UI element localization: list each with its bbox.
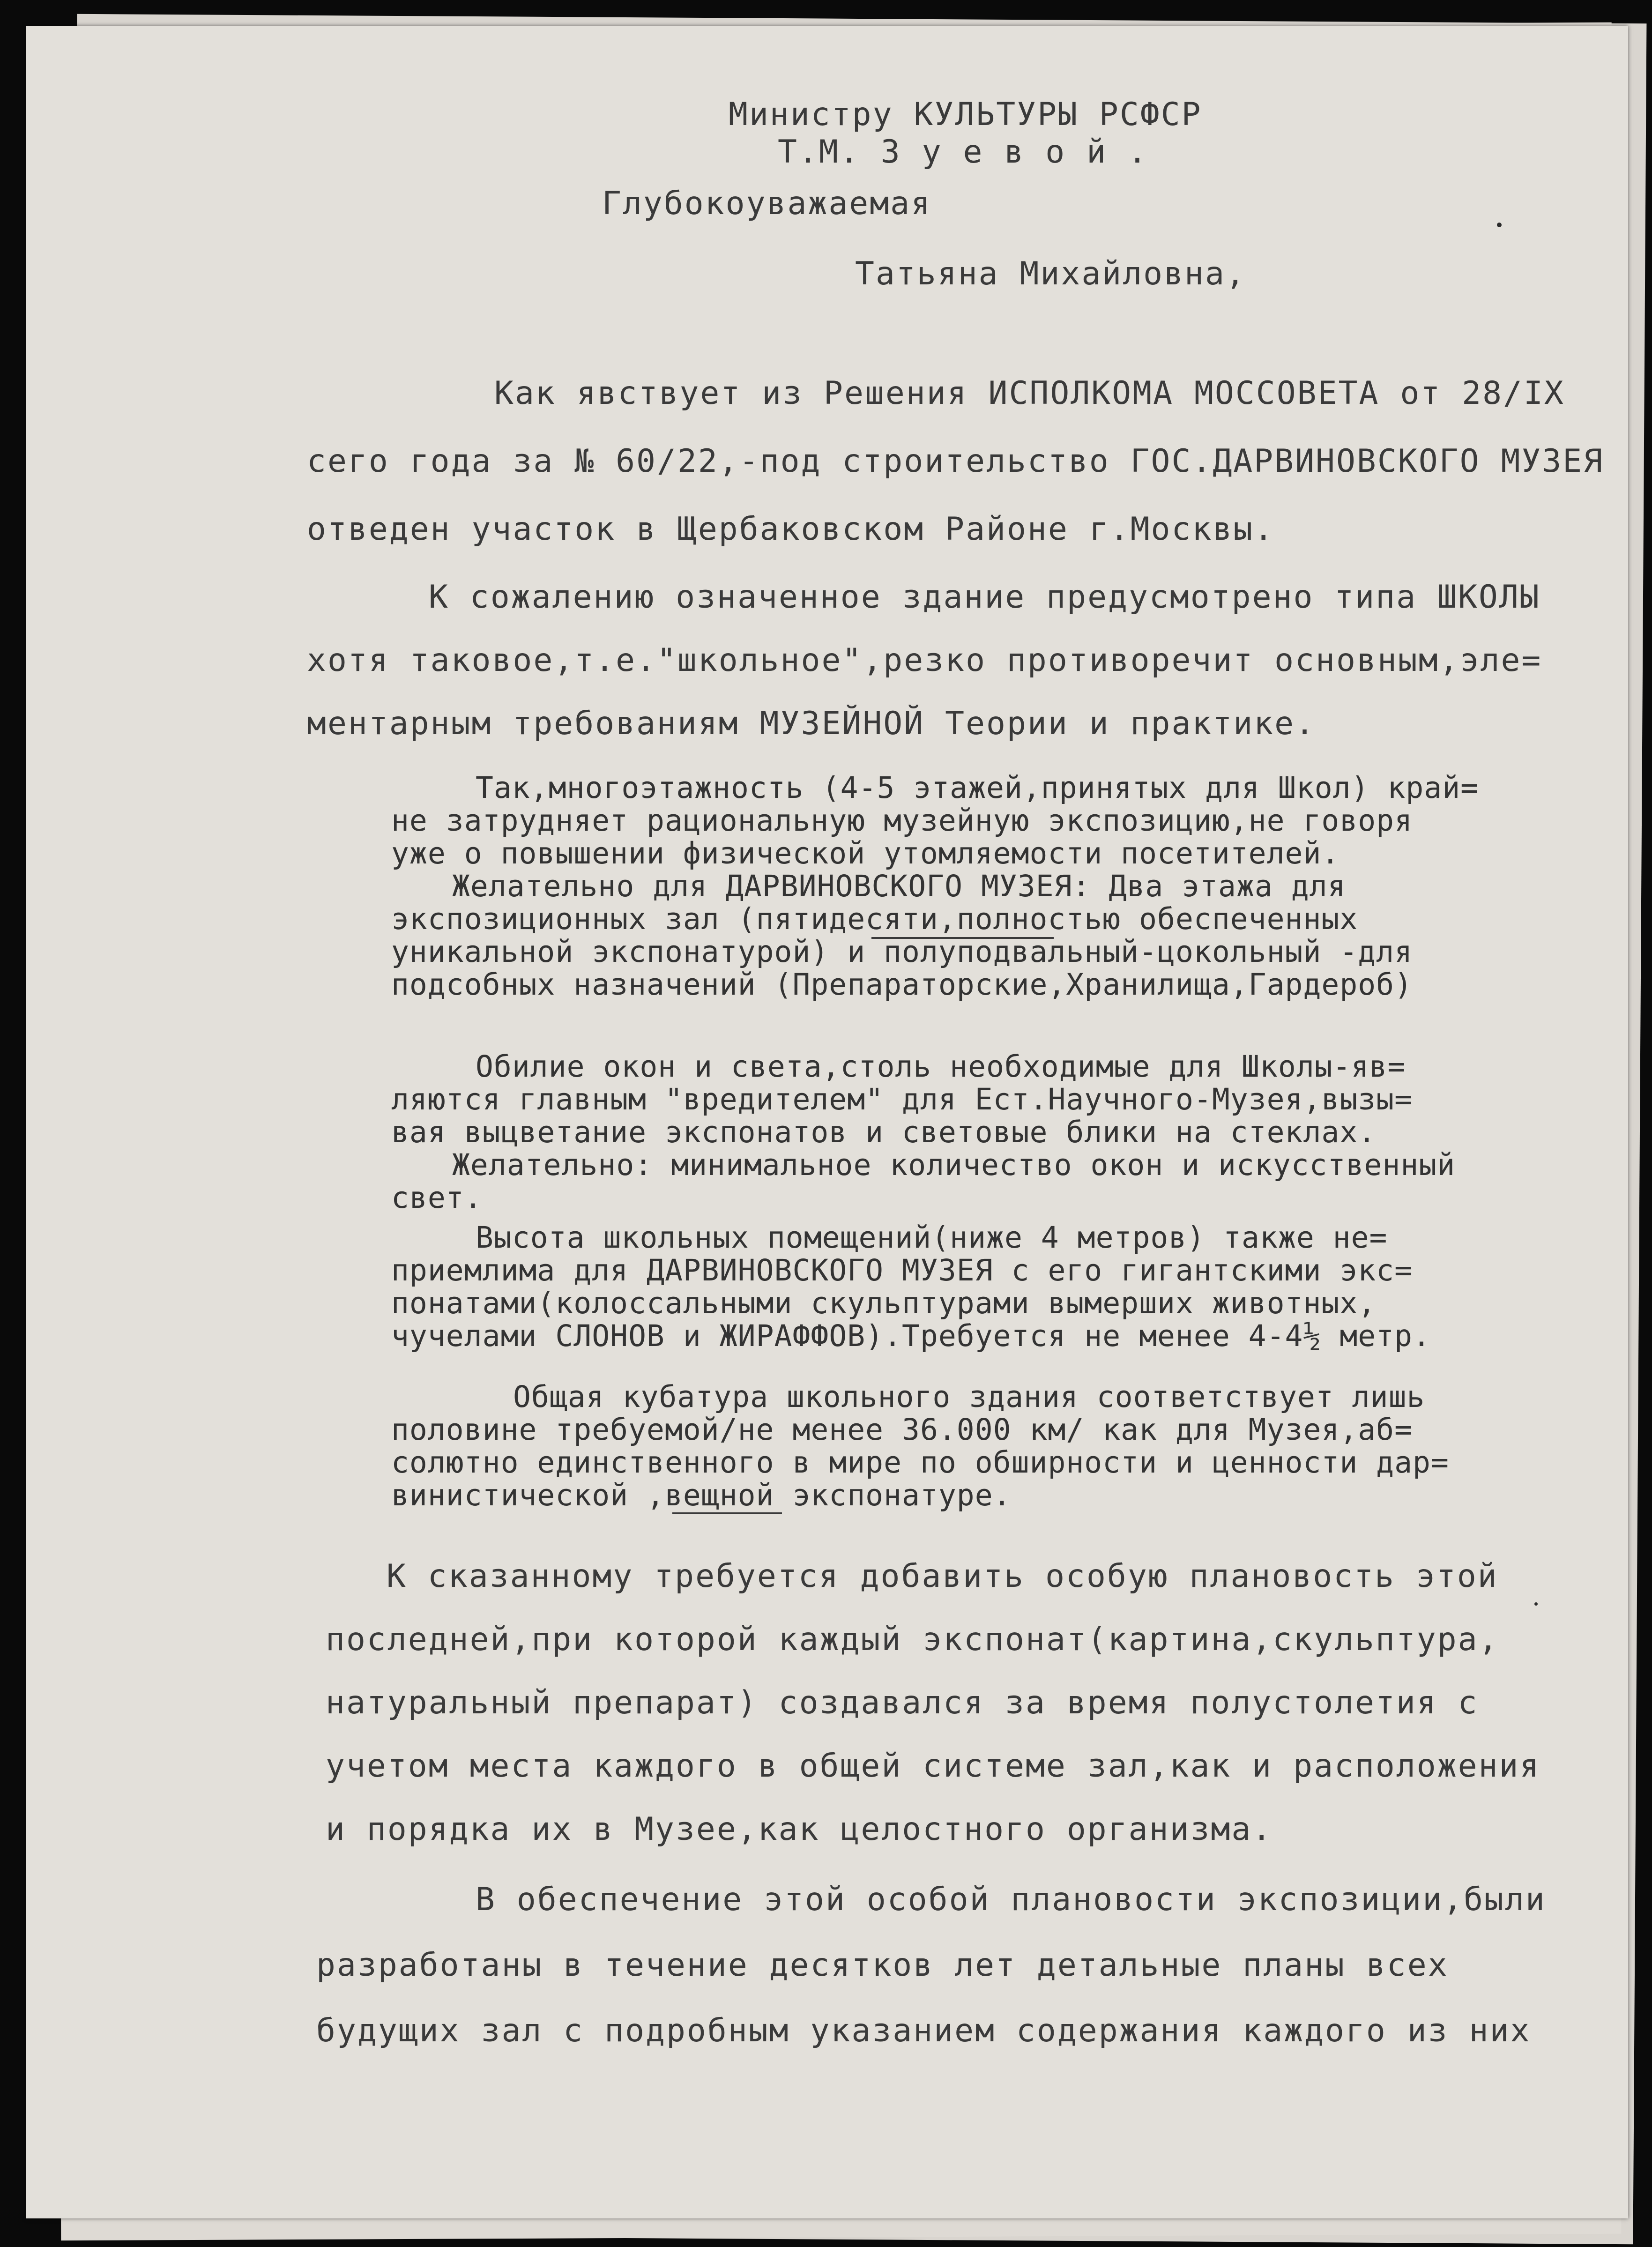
text-line: Общая кубатура школьного здания соответствует лишь xyxy=(513,1380,1425,1414)
text-line: ментарным требованиям МУЗЕЙНОЙ Теории и практике. xyxy=(307,705,1316,742)
addressee-name: Т.М. З у е в о й . xyxy=(778,134,1148,171)
text-line: винистической ,вещной экспонатуре. xyxy=(391,1478,1012,1512)
text-line: сего года за № 60/22,-под строительство ГОС.ДАРВИНОВСКОГО МУЗЕЯ xyxy=(307,443,1604,480)
text-line: уже о повышении физической утомляемости посетителей. xyxy=(391,836,1340,871)
text-line: понатами(колоссальными скульптурами вымерших животных, xyxy=(391,1286,1377,1320)
salutation-line: Глубокоуважаемая xyxy=(602,185,932,222)
ink-speck xyxy=(1497,223,1502,227)
text-line: будущих зал с подробным указанием содержания каждого из них xyxy=(316,2012,1531,2049)
text-line: Как явствует из Решения ИСПОЛКОМА МОССОВЕТА от 28/IX xyxy=(494,375,1565,412)
letter-page xyxy=(26,26,1628,2218)
text-line: уникальной экспонатурой) и полуподвальный-цокольный -для xyxy=(391,935,1413,969)
salutation-name: Татьяна Михайловна, xyxy=(855,255,1246,292)
text-line: последней,при которой каждый экспонат(картина,скульптура, xyxy=(326,1621,1499,1658)
text-line: Обилие окон и света,столь необходимые для Школы-яв= xyxy=(476,1049,1406,1084)
text-line: солютно единственного в мире по обширности и ценности дар= xyxy=(391,1445,1449,1480)
text-line: и порядка их в Музее,как целостного организма. xyxy=(326,1811,1273,1848)
text-line: отведен участок в Щербаковском Районе г.Москвы. xyxy=(307,511,1275,548)
text-line: ляются главным "вредителем" для Ест.Научного-Музея,вызы= xyxy=(391,1082,1413,1116)
text-line: разработаны в течение десятков лет детальные планы всех xyxy=(316,1947,1449,1984)
text-line: В обеспечение этой особой плановости экспозиции,были xyxy=(476,1881,1546,1918)
text-line: Высота школьных помещений(ниже 4 метров) также не= xyxy=(476,1220,1388,1255)
text-line: половине требуемой/не менее 36.000 км/ как для Музея,аб= xyxy=(391,1413,1413,1447)
text-line: Так,многоэтажность (4-5 этажей,принятых для Школ) край= xyxy=(476,771,1479,805)
text-line: вая выцветание экспонатов и световые блики на стеклах. xyxy=(391,1115,1377,1149)
text-line: не затрудняет рациональную музейную экспозицию,не говоря xyxy=(391,804,1413,838)
text-line: натуральный препарат) создавался за время полустолетия с xyxy=(326,1684,1479,1721)
text-line: К сожалению означенное здание предусмотрено типа ШКОЛЫ xyxy=(429,579,1540,616)
text-line: хотя таковое,т.е."школьное",резко противоречит основным,эле= xyxy=(307,642,1542,679)
text-line: чучелами СЛОНОВ и ЖИРАФФОВ).Требуется не менее 4-4½ метр. xyxy=(391,1319,1431,1353)
text-line: экспозиционных зал (пятидесяти,полностью обеспеченных xyxy=(391,902,1358,936)
ink-speck xyxy=(1534,1602,1538,1606)
text-line: приемлима для ДАРВИНОВСКОГО МУЗЕЯ с его гигантскими экс= xyxy=(391,1253,1413,1287)
addressee-line: Министру КУЛЬТУРЫ РСФСР xyxy=(729,96,1202,133)
text-line: подсобных назначений (Препараторские,Хранилища,Гардероб) xyxy=(391,967,1413,1002)
underlined-word xyxy=(672,1478,782,1514)
text-line: учетом места каждого в общей системе зал,как и расположения xyxy=(326,1748,1540,1785)
underlined-word xyxy=(871,903,1054,939)
text-line: К сказанному требуется добавить особую плановость этой xyxy=(387,1558,1498,1595)
text-line: свет. xyxy=(391,1181,483,1215)
text-line: Желательно для ДАРВИНОВСКОГО МУЗЕЯ: Два этажа для xyxy=(452,869,1346,903)
text-line: Желательно: минимальное количество окон и искусственный xyxy=(452,1148,1456,1182)
